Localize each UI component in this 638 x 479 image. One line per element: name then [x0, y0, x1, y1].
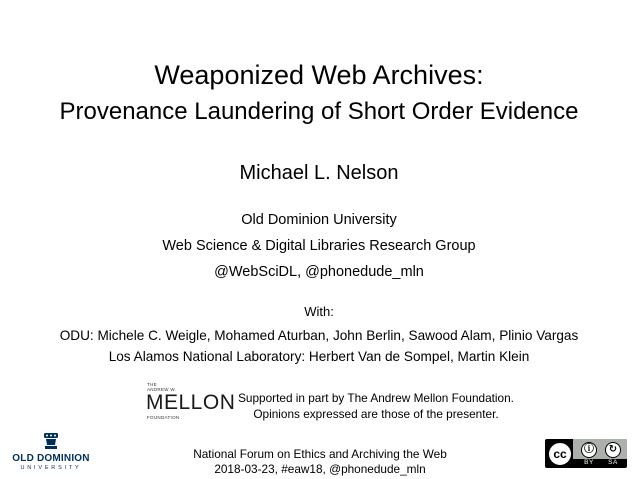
affiliation-university: Old Dominion University [241, 212, 397, 228]
support-line2: Opinions expressed are those of the presenter. [253, 407, 499, 421]
cc-icon: cc [547, 441, 573, 467]
odu-logo-subtitle: UNIVERSITY [20, 465, 82, 471]
mellon-logo-bottom-text: FOUNDATION [147, 415, 180, 420]
slide-title-line2: Provenance Laundering of Short Order Evidence [59, 98, 579, 125]
crown-icon [43, 432, 59, 452]
with-label: With: [304, 304, 334, 319]
affiliation-group: Web Science & Digital Libraries Research Group [162, 238, 476, 254]
share-alike-icon: ↻ [605, 442, 621, 458]
support-note [226, 390, 526, 422]
cc-by-sa-license-badge [545, 439, 627, 468]
support-line1: Supported in part by The Andrew Mellon Foundation. [238, 391, 514, 405]
attribution-icon: ⓘ [581, 442, 597, 458]
forum-date-tags: 2018-03-23, #eaw18, @phonedude_mln [214, 462, 426, 476]
collaborators-lanl: Los Alamos National Laboratory: Herbert Van de Sompel, Martin Klein [108, 349, 530, 364]
slide-title-line1: Weaponized Web Archives: [154, 60, 484, 90]
cc-by-label: BY [584, 459, 594, 466]
odu-logo-name: OLD DOMINION [12, 453, 90, 464]
author-name: Michael L. Nelson [239, 162, 399, 184]
affiliation-handles: @WebSciDL, @phonedude_mln [214, 264, 424, 280]
odu-logo [8, 432, 94, 472]
forum-footer [160, 447, 480, 477]
mellon-logo-top-text: THE ANDREW W. [147, 382, 177, 392]
cc-sa-label: SA [608, 459, 618, 466]
mellon-logo-name: MELLON [146, 391, 236, 414]
forum-name: National Forum on Ethics and Archiving the Web [193, 447, 447, 461]
mellon-foundation-logo [146, 381, 236, 421]
collaborators-odu: ODU: Michele C. Weigle, Mohamed Aturban, John Berlin, Sawood Alam, Plinio Vargas [59, 328, 579, 343]
